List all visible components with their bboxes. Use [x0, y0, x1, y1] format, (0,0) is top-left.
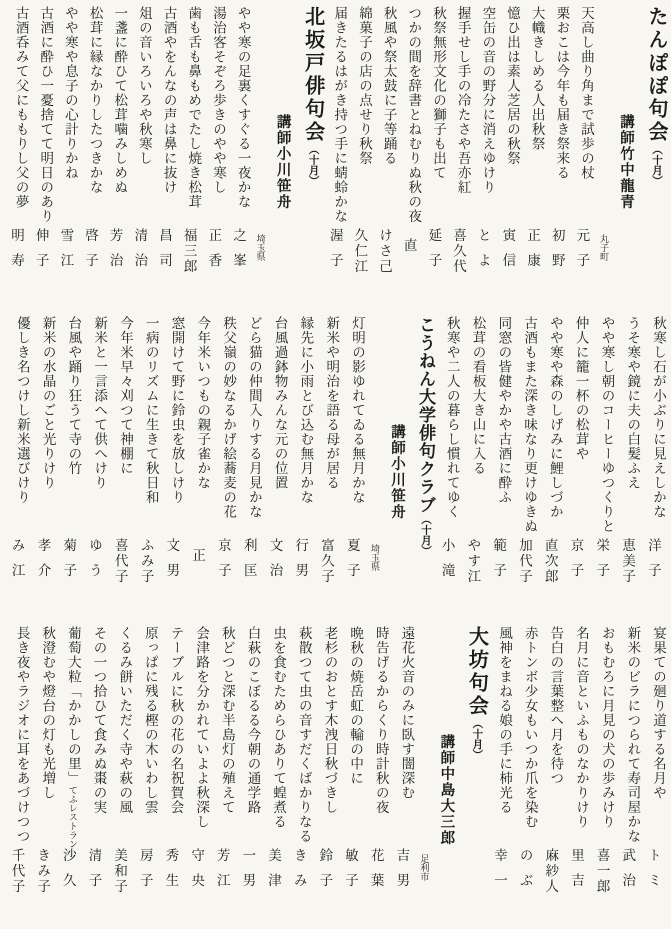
- haiku-column: [537, 316, 563, 609]
- haiku-author: 元子: [574, 228, 590, 278]
- section-header: [254, 6, 323, 299]
- haiku-column: [30, 316, 56, 609]
- haiku-column: [159, 316, 185, 609]
- haiku-text: 萩散つて虫の音すだくばかりなる: [296, 626, 312, 844]
- haiku-column: [209, 626, 235, 919]
- haiku-author: 直次郎: [542, 538, 558, 585]
- haiku-column: [184, 626, 210, 919]
- haiku-column: [107, 626, 133, 919]
- haiku-author: 伸子: [33, 228, 49, 278]
- haiku-text: 白萩のこぼるる今朝の通学路: [245, 626, 261, 815]
- haiku-author: 京子: [568, 538, 584, 588]
- haiku-column: [158, 626, 184, 919]
- haiku-author: 千代子: [9, 848, 25, 895]
- haiku-column: [471, 6, 496, 299]
- haiku-text: 古酒呑みて父にももりし父の夢: [13, 6, 29, 209]
- haiku-text: 宴果ての廻り道する名月や: [651, 626, 666, 800]
- haiku-text: 古酒やをんなの声は鼻に抜け: [161, 6, 177, 195]
- haiku-column: [460, 316, 486, 609]
- haiku-text: 優しき名つけし新米選びけり: [14, 316, 30, 505]
- haiku-column: [545, 6, 570, 299]
- haiku-text: 今年米早々刈つて神棚に: [117, 316, 133, 476]
- haiku-text: 老杉のおとす木洩日秋づきし: [322, 626, 338, 815]
- haiku-column: [81, 626, 107, 919]
- haiku-column: [339, 316, 365, 609]
- haiku-author: 正康: [525, 228, 541, 278]
- haiku-text: 晩秋の焼岳虹の輪の中に: [348, 626, 364, 786]
- haiku-column: [640, 626, 666, 919]
- haiku-author: 恵美子: [620, 538, 636, 585]
- lecturer-name: 中島大三郎: [438, 766, 455, 846]
- haiku-text: 秋澄むや燈台の灯も光増し: [40, 626, 56, 800]
- haiku-author: 守央: [189, 848, 205, 898]
- haiku-column: [177, 6, 202, 299]
- haiku-text: 古酒もまた深き味なり更けゆきぬ: [522, 316, 538, 534]
- haiku-text: その一つ拾ひて食みぬ棗の実: [91, 626, 107, 815]
- haiku-author: み江: [9, 538, 25, 588]
- haiku-column: [495, 6, 520, 299]
- lecturer-label: 講師: [388, 424, 405, 456]
- haiku-column: [4, 6, 29, 299]
- haiku-author: 秀生: [163, 848, 179, 898]
- haiku-author: 沙久: [60, 848, 76, 898]
- section-title: [453, 626, 486, 919]
- section-title: [404, 316, 434, 609]
- haiku-text: 届きたるはがき持つ手に蜻蛉かな: [332, 6, 348, 224]
- haiku-column: [78, 6, 103, 299]
- section-location: 埼玉県: [369, 544, 380, 571]
- text-band: [4, 316, 666, 609]
- haiku-author: 雪江: [58, 228, 74, 278]
- haiku-text: 葡萄大粒「かかしの里」: [65, 626, 81, 786]
- haiku-author: トミ: [645, 848, 661, 898]
- haiku-text: 仲人に籠一杯の松茸や: [573, 316, 589, 461]
- haiku-column: [434, 316, 460, 609]
- haiku-text: 新米のビラにつられて寿司屋かな: [625, 626, 641, 844]
- lecturer-label: 講師: [438, 734, 455, 766]
- haiku-author: 孝介: [35, 538, 51, 588]
- haiku-text: 古酒に酔ひ一憂捨てて明日のあり: [38, 6, 54, 224]
- haiku-text: やや寒や息子の心計りかね: [62, 6, 78, 180]
- haiku-text: 松茸の看板大き山に入る: [470, 316, 486, 476]
- haiku-text: 空缶の音の野分に消えゆけり: [480, 6, 496, 195]
- haiku-author: 喜久代: [451, 228, 467, 275]
- haiku-author: けさ己: [377, 228, 393, 275]
- haiku-text: 灯明の影ゆれてゐる無月かな: [349, 316, 365, 505]
- haiku-author: 京子: [215, 538, 231, 588]
- haiku-text: 会津路を分かれていよよ秋深し: [194, 626, 210, 829]
- haiku-author: 昌司: [157, 228, 172, 278]
- haiku-author: きみ子: [35, 848, 51, 895]
- haiku-column: [512, 626, 538, 919]
- haiku-author: 寅信: [500, 228, 516, 278]
- haiku-column: [337, 626, 363, 919]
- section-location: 丸子町: [599, 234, 609, 261]
- haiku-text: 告白の言葉整へ月を待つ: [548, 626, 564, 786]
- section-month: （十月）: [307, 144, 319, 186]
- haiku-author: 久仁江: [352, 228, 368, 275]
- haiku-column: [236, 316, 262, 609]
- section-header: [368, 316, 434, 609]
- haiku-author: 利匡: [241, 538, 257, 588]
- haiku-author: 文男: [164, 538, 180, 588]
- haiku-text: 秋風や祭太鼓に子等踊る: [381, 6, 397, 166]
- haiku-author: 武治: [620, 848, 636, 898]
- section-title: [290, 6, 323, 299]
- text-band: [4, 626, 666, 919]
- haiku-text: 湯治客そぞろ歩きのやや寒し: [210, 6, 226, 195]
- haiku-column: [589, 316, 615, 609]
- haiku-column: [520, 6, 545, 299]
- haiku-column: [589, 626, 615, 919]
- haiku-author: 里吉: [568, 848, 584, 898]
- haiku-text: 大幟きしめる人出秋祭: [529, 6, 545, 151]
- haiku-author: 富久子: [319, 538, 335, 585]
- haiku-column: [132, 626, 158, 919]
- haiku-column: [486, 626, 512, 919]
- haiku-author: 明寿: [8, 228, 24, 278]
- haiku-text: つかの間を辞書とねむりぬ秋の夜: [406, 6, 422, 224]
- haiku-author: 直: [401, 238, 417, 254]
- haiku-author: きみ: [291, 848, 307, 898]
- haiku-column: [640, 316, 666, 609]
- haiku-author: 夏子: [344, 538, 360, 588]
- haiku-text: 新米の水晶のごと光りけり: [40, 316, 56, 490]
- haiku-text: 秋寒や二人の暮らし慣れてゆく: [444, 316, 460, 519]
- haiku-column: [201, 6, 226, 299]
- haiku-author: 正香: [206, 228, 222, 278]
- haiku-text: くるみ餅いただく寺や萩の風: [117, 626, 133, 815]
- haiku-author: 吉男: [394, 848, 410, 898]
- haiku-column: [486, 316, 512, 609]
- haiku-column: [312, 626, 338, 919]
- haiku-author: とよ: [475, 228, 491, 278]
- text-band: [4, 6, 666, 299]
- haiku-author: ゆう: [87, 538, 103, 588]
- haiku-column: [30, 626, 56, 919]
- section-title-text: 北坂戸俳句会: [301, 6, 324, 144]
- haiku-author: 房子: [137, 848, 153, 898]
- haiku-text: 松茸に縁なかりしたつきかな: [87, 6, 103, 195]
- haiku-column: [235, 626, 261, 919]
- haiku-author: 芳治: [107, 228, 123, 278]
- section-header: [597, 6, 666, 299]
- lecturer-label: 講師: [618, 114, 634, 146]
- section-month: （十月）: [471, 718, 483, 760]
- haiku-column: [569, 6, 594, 299]
- lecturer-name: 竹中龍青: [618, 146, 634, 210]
- haiku-author: 美津: [266, 848, 282, 898]
- haiku-column: [210, 316, 236, 609]
- haiku-author: 行男: [293, 538, 309, 588]
- haiku-author: 文治: [267, 538, 283, 588]
- haiku-column: [323, 6, 348, 299]
- haiku-text: 長き夜やラジオに耳をあづけつつ: [14, 626, 30, 844]
- haiku-text: 今年米いつもの親子雀かな: [195, 316, 211, 490]
- haiku-column: [127, 6, 152, 299]
- haiku-column: [538, 626, 564, 919]
- haiku-text-small: てふレストラン: [67, 785, 78, 849]
- haiku-column: [347, 6, 372, 299]
- haiku-author: 清子: [86, 848, 102, 898]
- haiku-author: 麻紗人: [543, 848, 559, 895]
- haiku-text: 栗おこは今年も届き祭来る: [554, 6, 570, 180]
- haiku-author: 延子: [426, 228, 442, 278]
- haiku-text: 秩父嶺の妙なるかげ絵蕎麦の花: [221, 316, 237, 519]
- haiku-author: 加代子: [516, 538, 532, 585]
- haiku-author: 菊子: [61, 538, 77, 588]
- haiku-column: [313, 316, 339, 609]
- haiku-text: 秋祭無形文化の獅子も出て: [430, 6, 446, 180]
- haiku-column: [103, 6, 128, 299]
- haiku-column: [372, 6, 397, 299]
- haiku-text: 憶ひ出は素人芝居の秋祭: [504, 6, 520, 166]
- haiku-text: 俎の音いろいろや秋寒し: [136, 6, 152, 166]
- haiku-author: 幸一: [491, 848, 507, 898]
- haiku-column: [363, 626, 389, 919]
- haiku-text: うそ寒や鏡に夫の白髪ふえ: [625, 316, 641, 490]
- haiku-text: 天高し曲り角まで試歩の杖: [579, 6, 594, 180]
- haiku-text: やや寒し朝のコーヒーゆつくりと: [599, 316, 615, 534]
- haiku-author: 範子: [491, 538, 507, 588]
- haiku-author: 喜代子: [112, 538, 128, 585]
- section-title: [633, 6, 666, 299]
- haiku-column: [56, 316, 82, 609]
- haiku-column: [421, 6, 446, 299]
- haiku-author: 清治: [132, 228, 148, 278]
- haiku-column: [107, 316, 133, 609]
- haiku-column: [260, 626, 286, 919]
- haiku-column: [29, 6, 54, 299]
- haiku-text: 新米と一言添へて供へけり: [92, 316, 108, 490]
- lecturer-label: 講師: [274, 114, 291, 146]
- haiku-column: [55, 626, 81, 919]
- haiku-column: [262, 316, 288, 609]
- haiku-author: のぶ: [517, 848, 533, 898]
- haiku-author: 花葉: [368, 848, 384, 898]
- haiku-text: 窓開けて野に鈴虫を放しけり: [169, 316, 185, 505]
- haiku-column: [563, 626, 589, 919]
- haiku-text: 遠花火音のみに臥す闇深む: [399, 626, 415, 800]
- haiku-column: [563, 316, 589, 609]
- haiku-column: [615, 626, 641, 919]
- haiku-author: ふみ子: [138, 538, 154, 585]
- haiku-text: 一病のリズムに生きて秋日和: [143, 316, 159, 505]
- haiku-column: [389, 626, 415, 919]
- haiku-text: テーブルに秋の花の名祝賀会: [168, 626, 184, 815]
- haiku-author: 初野: [549, 228, 565, 278]
- haiku-text: やや寒の足裏くすぐる一夜かな: [235, 6, 251, 209]
- haiku-author: 之峯: [231, 228, 247, 278]
- haiku-author: 栄子: [594, 538, 610, 588]
- section-month: （十月）: [419, 514, 431, 556]
- haiku-text: やや寒や森のしげみに鯉しづか: [547, 316, 563, 519]
- haiku-column: [81, 316, 107, 609]
- haiku-author: 鈴子: [317, 848, 333, 898]
- haiku-column: [226, 6, 251, 299]
- haiku-column: [185, 316, 211, 609]
- haiku-text: 一盞に酔ひて松茸噛みしめぬ: [112, 6, 128, 195]
- haiku-text: 秋どつと深む半島灯の殖えて: [219, 626, 235, 815]
- haiku-column: [4, 626, 30, 919]
- haiku-text: 虫を食むためらひありて蝗煮る: [271, 626, 287, 829]
- haiku-text: 秋寒し石が小ぶりに見えしかな: [651, 316, 666, 519]
- section-title-text: 大坊句会: [465, 626, 488, 718]
- haiku-author: 渥子: [327, 228, 343, 278]
- haiku-author: 喜一郎: [594, 848, 610, 895]
- lecturer-name: 小川笹舟: [388, 456, 405, 520]
- section-title-text: こうねん大学俳句クラブ: [415, 316, 435, 514]
- haiku-author: 小滝: [439, 538, 455, 588]
- haiku-text: 名月に音といふものなかりけり: [574, 626, 590, 829]
- section-title-text: たんぽぽ句会: [645, 6, 667, 144]
- haiku-text: 赤トンボ少女もいつか爪を染む: [522, 626, 538, 829]
- haiku-column: [511, 316, 537, 609]
- section-month: （十月）: [651, 144, 662, 186]
- haiku-author: 福三郎: [181, 228, 197, 275]
- haiku-text: 綿菓子の店の点せり秋祭: [356, 6, 372, 166]
- haiku-text: おもむろに月見の犬の歩みけり: [599, 626, 615, 829]
- haiku-text: 同窓の皆健やかや古酒に酔ふ: [496, 316, 512, 505]
- haiku-column: [446, 6, 471, 299]
- haiku-author: 一男: [240, 848, 256, 898]
- haiku-column: [397, 6, 422, 299]
- haiku-column: [133, 316, 159, 609]
- haiku-text: 原っぱに残る樫の木いわし雲: [142, 626, 158, 815]
- haiku-text: 時告げるからくり時計秋の夜: [373, 626, 389, 815]
- haiku-text: 風神をまねる娘の手に柿光る: [497, 626, 513, 815]
- haiku-column: [286, 626, 312, 919]
- haiku-text: 握手せし手の冷たさや吾亦紅: [455, 6, 471, 195]
- haiku-text: 台風過鉢物みんな元の位置: [272, 316, 288, 490]
- lecturer-name: 小川笹舟: [274, 146, 291, 210]
- haiku-column: [614, 316, 640, 609]
- haiku-text: 歯も舌も鼻もめでたし焼き松茸: [186, 6, 202, 209]
- section-header: [417, 626, 486, 919]
- haiku-column: [288, 316, 314, 609]
- haiku-author: 美和子: [112, 848, 128, 895]
- haiku-text: どら猫の仲間入りする月見かな: [246, 316, 262, 519]
- haiku-author: 正: [190, 548, 206, 564]
- section-location: 足利市: [419, 854, 430, 881]
- haiku-column: [53, 6, 78, 299]
- haiku-author: 敏子: [343, 848, 359, 898]
- haiku-author: やす江: [465, 538, 481, 585]
- haiku-text: 台風や踊り狂うて寺の竹: [66, 316, 82, 476]
- haiku-column: [152, 6, 177, 299]
- haiku-column: [4, 316, 30, 609]
- haiku-text: 新米や明治を語る母が居る: [324, 316, 340, 490]
- section-location: 埼玉県: [255, 234, 266, 261]
- haiku-author: 芳江: [214, 848, 230, 898]
- haiku-author: 洋子: [645, 538, 661, 588]
- haiku-text: 縁先に小雨とび込む無月かな: [298, 316, 314, 505]
- haiku-author: 啓子: [82, 228, 98, 278]
